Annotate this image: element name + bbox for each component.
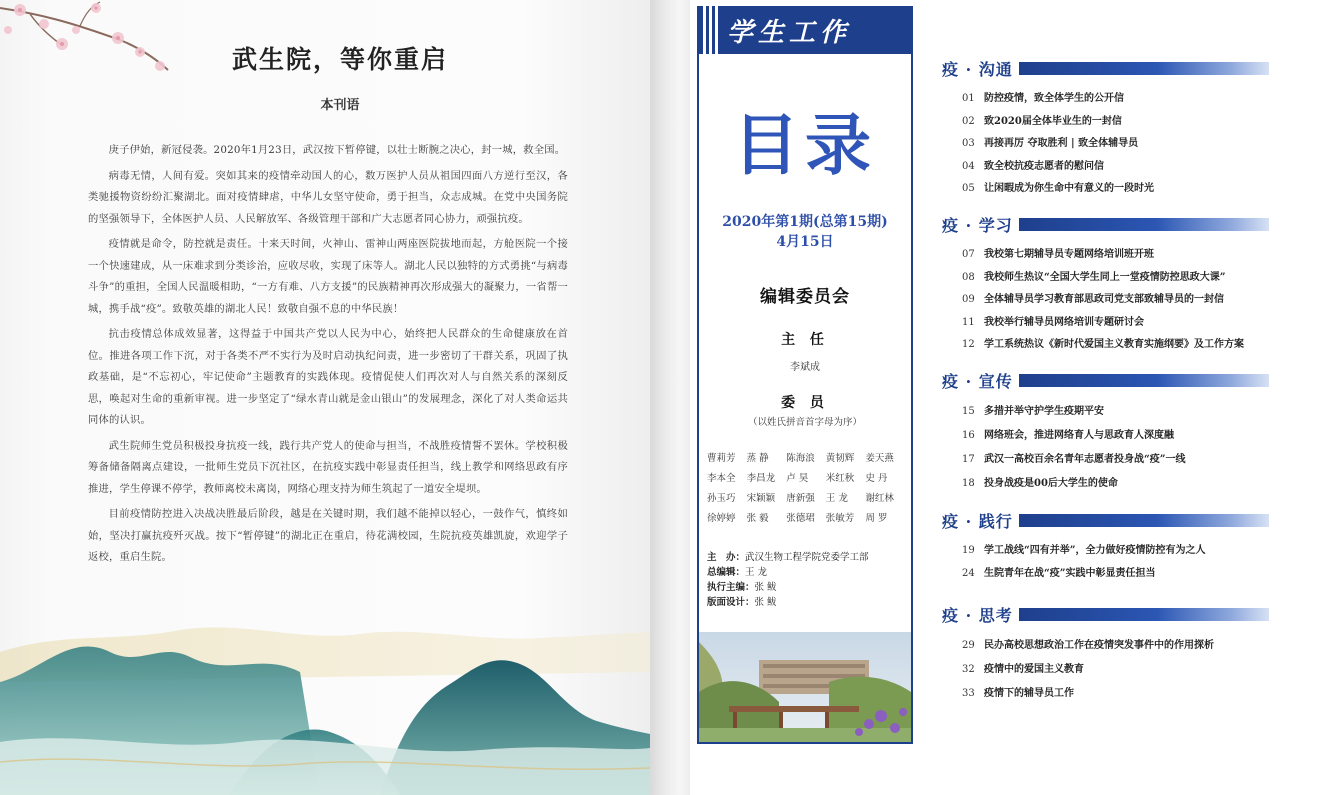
toc-entry[interactable]: 03 再接再厉 夺取胜利 | 致全体辅导员 [962, 138, 1139, 149]
toc-entry[interactable]: 32 疫情中的爱国主义教育 [962, 664, 1084, 675]
member-name: 张德珺 [786, 513, 815, 524]
article-title: 武生院，等你重启 [231, 45, 448, 74]
section-banner [697, 6, 913, 54]
contents-title: 目录 [733, 107, 877, 184]
members-note: （以姓氏拼音首字母为序） [747, 417, 862, 428]
member-name: 姜天燕 [865, 453, 894, 464]
toc-entry[interactable]: 19 学工战线“四有并举”，全力做好疫情防控有为之人 [962, 545, 1206, 556]
toc-section-bar [1019, 514, 1269, 527]
toc-entry[interactable]: 01 防控疫情，致全体学生的公开信 [962, 93, 1124, 104]
toc-entry[interactable]: 08 我校师生热议“全国大学生同上一堂疫情防控思政大课” [962, 271, 1226, 283]
issue-date: 4月15日 [776, 234, 834, 250]
member-name: 张敏芳 [825, 513, 855, 524]
article-paragraph: 庚子伊始，新冠侵袭。2020年1月23日，武汉按下暂停键，以壮士断腕之决心，封一城，救全国。 [108, 144, 566, 156]
article-body [88, 140, 568, 573]
member-name: 卢 昊 [786, 473, 809, 484]
toc-section-title: 疫 · 思考 [942, 605, 1013, 625]
credit-line: 版面设计：张 鲅 [707, 597, 777, 608]
toc-section-bar [1019, 374, 1269, 387]
toc-entry[interactable]: 16 网络班会，推进网络育人与思政育人深度融 [962, 430, 1174, 441]
toc-entry[interactable]: 15 多措并举守护学生疫期平安 [962, 406, 1104, 417]
plum-blossom-illustration [0, 0, 170, 80]
toc-entry[interactable]: 12 学工系统热议《新时代爱国主义教育实施纲要》及工作方案 [962, 339, 1244, 350]
toc-entry[interactable]: 33 疫情下的辅导员工作 [962, 688, 1074, 699]
article-paragraph: 抗击疫情总体成效显著，这得益于中国共产党以人民为中心，始终把人民群众的生命健康放在首位。推进各项工作下沉，对于各类不严不实行为及时启动执纪问责，进一步密切了干群关系，巩固了执政基础，是“不忘初心，牢记使命”主题教育的实践体现。疫情促使人们再次对人与自然关系的深刻反思，唤起对生命的重新审视。进一步坚定了“绿水青山就是金山银山”的发展理念，深化了对人类命运共同体的认识。 [88, 328, 568, 426]
member-name: 周 罗 [865, 513, 888, 524]
member-name: 唐新强 [786, 493, 815, 504]
article-subtitle: 本刊语 [320, 98, 360, 113]
article-paragraph: 武生院师生党员积极投身抗疫一线，践行共产党人的使命与担当，不战胜疫情誓不罢休。学校积极筹备储备隔离点建设，一批师生党员下沉社区，在抗疫实践中彰显责任担当，线上教学和网络思政有序推进，学生停课不停学，教师离校未离岗，网络心理支持为师生筑起了一道安全堤坝。 [88, 439, 568, 495]
member-name: 孙玉巧 [707, 493, 736, 504]
banner-stripes [697, 6, 719, 54]
toc-entry[interactable]: 24 生院青年在战“疫”实践中彰显责任担当 [962, 567, 1156, 579]
toc-entry[interactable]: 17 武汉一高校百余名青年志愿者投身战“疫”一线 [962, 454, 1186, 465]
toc-entry[interactable]: 04 致全校抗疫志愿者的慰问信 [962, 160, 1104, 172]
toc-section-bar [1019, 218, 1269, 231]
committee-heading: 编辑委员会 [760, 287, 850, 307]
credits-block [707, 550, 907, 610]
toc-section-title: 疫 · 学习 [942, 215, 1013, 235]
issue-info [699, 212, 911, 252]
toc-section-bar [1019, 608, 1269, 621]
campus-photo [699, 632, 911, 742]
members-list [707, 450, 905, 524]
toc-section-sikao [942, 603, 1312, 706]
member-name: 宋颖颖 [746, 493, 776, 504]
member-name: 张 毅 [746, 513, 769, 524]
toc-section-xuexi [942, 213, 1312, 357]
masthead-column [697, 54, 913, 744]
toc-section-title: 疫 · 沟通 [942, 59, 1013, 79]
toc-entry[interactable]: 29 民办高校思想政治工作在疫情突发事件中的作用探析 [962, 640, 1214, 651]
member-name: 陈海浪 [786, 453, 815, 464]
toc-section-xuanchuan [942, 369, 1312, 496]
left-page [0, 0, 650, 795]
credit-line: 总编辑：王 龙 [707, 567, 768, 578]
member-name: 史 丹 [865, 473, 888, 484]
member-name: 曹莉芳 [707, 453, 736, 464]
toc-entry[interactable]: 05 让闲暇成为你生命中有意义的一段时光 [962, 183, 1154, 194]
members-heading: 委 员 [781, 395, 829, 411]
director-heading: 主 任 [781, 332, 829, 348]
issue-number: 2020年第1期(总第15期) [722, 214, 888, 230]
toc-section-title: 疫 · 践行 [942, 511, 1013, 531]
member-name: 蒸 静 [746, 453, 769, 464]
article-paragraph: 病毒无情，人间有爱。突如其来的疫情牵动国人的心，数万医护人员从祖国四面八方逆行至汉，各类驰援物资纷纷汇聚湖北。面对疫情肆虐，中华儿女坚守使命，勇于担当，众志成城。在党中央国务院的坚强领导下，全体医护人员、人民解放军、各级管理干部和广大志愿者同心协力，顽强抗疫。 [88, 169, 568, 225]
toc-section-goutong [942, 57, 1312, 201]
toc-section-title: 疫 · 宣传 [942, 371, 1013, 391]
toc-entry[interactable]: 11 我校举行辅导员网络培训专题研讨会 [962, 316, 1144, 328]
member-name: 谢红林 [865, 493, 894, 504]
article-paragraph: 目前疫情防控进入决战决胜最后阶段，越是在关键时期，我们越不能掉以轻心，一鼓作气，慎终如始，坚决打赢抗疫歼灭战。按下“暂停键”的湖北正在重启，待花满校园，生院抗疫英雄凯旋，欢迎学子返校，重启生院。 [88, 508, 568, 563]
member-name: 米红秋 [825, 473, 855, 484]
director-name: 李斌成 [790, 362, 820, 373]
toc-entry[interactable]: 18 投身战疫是00后大学生的使命 [962, 478, 1118, 489]
member-name: 黄韧辉 [825, 453, 855, 464]
banner-title: 学生工作 [727, 17, 852, 48]
toc-entry[interactable]: 02 致2020届全体毕业生的一封信 [962, 115, 1122, 127]
landscape-mountains-illustration [0, 612, 650, 795]
member-name: 李昌龙 [746, 473, 776, 484]
toc-entry[interactable]: 07 我校第七期辅导员专题网络培训班开班 [962, 249, 1154, 260]
toc-entry[interactable]: 09 全体辅导员学习教育部思政司党支部致辅导员的一封信 [962, 294, 1224, 305]
member-name: 李本全 [707, 473, 736, 484]
article-paragraph: 疫情就是命令，防控就是责任。十来天时间，火神山、雷神山两座医院拔地而起，方舱医院一个接一个快速建成，从一床难求到分类诊治，应收尽收，实现了床等人。湖北人民以独特的方式勇挑“与病毒斗争”的重担，全国人民温暖相助，“一方有难、八方支援”的民族精神再次形成强大的凝聚力，一省帮一城，携手战“疫”。致敬英雄的湖北人民！致敬自强不息的中华民族！ [88, 238, 568, 315]
member-name: 王 龙 [825, 493, 848, 504]
credit-line: 主 办：武汉生物工程学院党委学工部 [707, 552, 869, 563]
member-name: 徐婷婷 [707, 513, 736, 524]
credit-line: 执行主编：张 鲅 [707, 582, 777, 593]
toc-section-jianxing [942, 509, 1312, 585]
toc-section-bar [1019, 62, 1269, 75]
